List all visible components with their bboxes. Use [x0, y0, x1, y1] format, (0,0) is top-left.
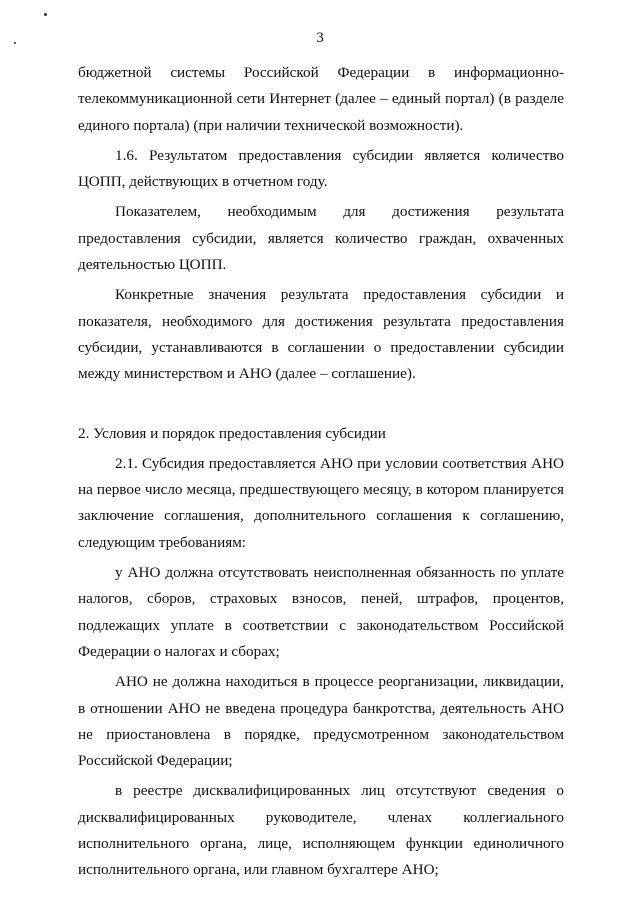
- continued-paragraph: бюджетной системы Российской Федерации в информационно-телекоммуникационной сети Интернет (далее – единый портал) (в разделе единого портала) (при наличии технической возможности).: [78, 64, 564, 134]
- paragraph-reorganization: АНО не должна находиться в процессе реорганизации, ликвидации, в отношении АНО не введена процедура банкротства, деятельность АНО не приостановлена в порядке, предусмотренном законодательством Российской Федерации;: [78, 673, 564, 770]
- paragraph-taxes: у АНО должна отсутствовать неисполненная обязанность по уплате налогов, сборов, страховых взносов, пеней, штрафов, процентов, подлежащих уплате в соответствии с законодательством Российской Федерации о налогах и сборах;: [78, 564, 564, 660]
- page-number: 3: [316, 30, 324, 46]
- paragraph-indicator: Показателем, необходимым для достижения результата предоставления субсидии, является количество граждан, охваченных деятельностью ЦОПП.: [78, 203, 564, 274]
- section-heading: 2. Условия и порядок предоставления субсидии: [78, 424, 386, 442]
- paragraph-specific-values: Конкретные значения результата предоставления субсидии и показателя, необходимого для достижения результата предоставления субсидии, устанавливаются в соглашении о предоставлении субсидии между министерством и АНО (далее – соглашение).: [78, 286, 564, 383]
- paragraph-2-1: 2.1. Субсидия предоставляется АНО при условии соответствия АНО на первое число месяца, предшествующего месяцу, в котором планируется заключение соглашения, дополнительного соглашения к соглашению, следующим требованиям:: [78, 454, 564, 551]
- paragraph-disqualified: в реестре дисквалифицированных лиц отсутствуют сведения о дисквалифицированных руководителе, членах коллегиального исполнительного органа, лице, исполняющем функции единоличного исполнительного органа, или главном бухгалтере АНО;: [78, 782, 564, 879]
- paragraph-result: 1.6. Результатом предоставления субсидии является количество ЦОПП, действующих в отчетном году.: [78, 146, 564, 191]
- scan-speck: [44, 13, 47, 16]
- page-body: [78, 60, 564, 884]
